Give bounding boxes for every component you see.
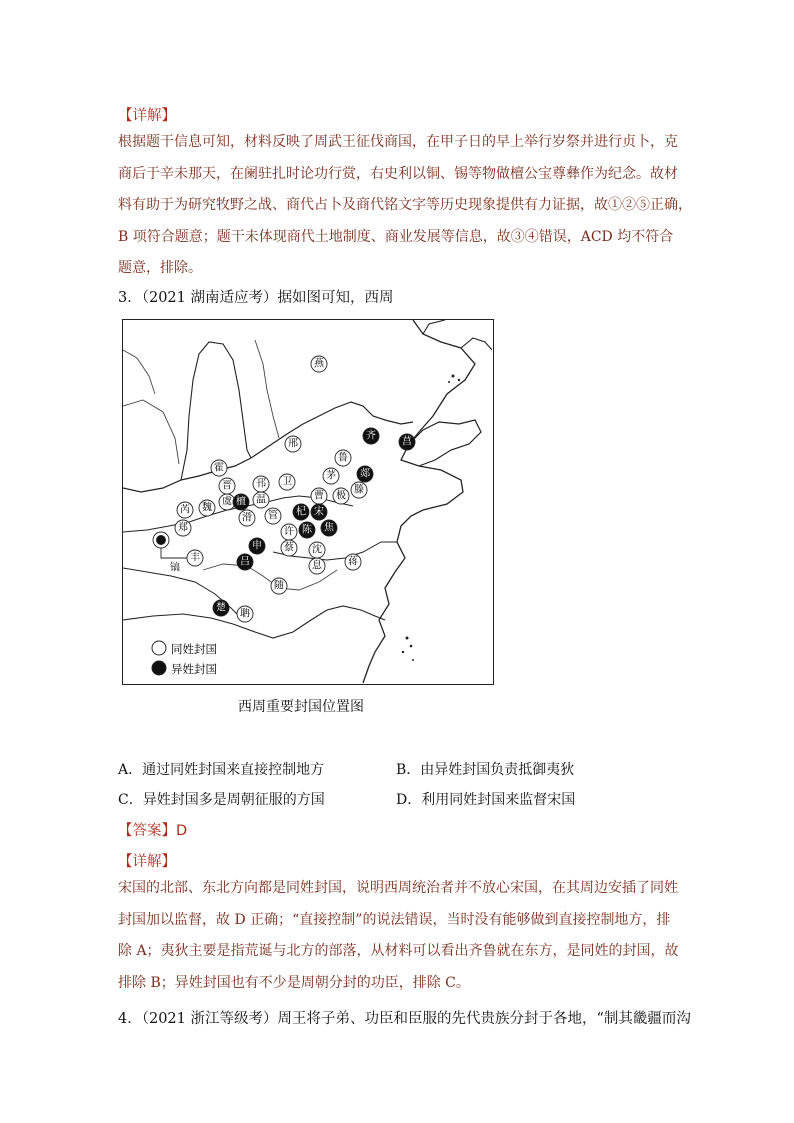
svg-text:霍: 霍 [214, 462, 224, 474]
state-marker-rui [177, 502, 193, 518]
svg-text:魏: 魏 [202, 502, 212, 514]
western-contour [123, 350, 179, 464]
svg-text:蒋: 蒋 [348, 556, 358, 568]
svg-text:许: 许 [284, 526, 294, 538]
state-marker-wei2 [199, 500, 215, 516]
state-marker-song [311, 504, 327, 520]
state-marker-xi [309, 558, 325, 574]
state-marker-wen [253, 492, 269, 508]
legend-diff-icon [152, 661, 166, 675]
svg-text:邢: 邢 [288, 438, 298, 450]
state-marker-tan [357, 466, 373, 482]
state-marker-han [253, 476, 269, 492]
svg-text:燕: 燕 [314, 358, 324, 370]
explanation-paragraph-1 [118, 127, 692, 285]
state-marker-jin [219, 478, 235, 494]
yangtze-river [123, 606, 385, 638]
map-canvas [123, 320, 492, 683]
question-4-stem: 4．（2021 浙江等级考）周王将子弟、功臣和臣服的先代贵族分封于各地，“制其畿疆而沟 [118, 1011, 691, 1027]
state-marker-xing [285, 436, 301, 452]
svg-text:芮: 芮 [180, 504, 190, 516]
state-marker-yan [311, 356, 327, 372]
svg-text:晋: 晋 [222, 480, 232, 492]
state-marker-teng [351, 482, 367, 498]
state-marker-shen2 [249, 538, 265, 554]
zhou-fiefdom-map [122, 319, 494, 685]
option-a: A．通过同姓封国来直接控制地方 [118, 762, 325, 778]
explanation-paragraph-2 [118, 873, 680, 999]
svg-text:卫: 卫 [282, 476, 292, 488]
state-marker-chen [299, 522, 315, 538]
svg-text:温: 温 [256, 494, 266, 506]
state-marker-guan [265, 508, 281, 524]
explanation-line: 排除 B；异姓封国也有不少是周朝分封的功臣，排除 C。 [118, 974, 470, 991]
svg-text:沈: 沈 [312, 544, 322, 556]
capital-marker [153, 532, 169, 548]
svg-text:虞: 虞 [222, 496, 232, 508]
capital-connector [161, 548, 187, 558]
svg-text:申: 申 [252, 540, 262, 552]
svg-text:宋: 宋 [314, 506, 324, 518]
svg-text:郯: 郯 [360, 468, 370, 480]
svg-text:齐: 齐 [366, 430, 376, 442]
svg-text:杞: 杞 [296, 506, 306, 518]
state-marker-jiang [345, 554, 361, 570]
explanation-line: 根据题干信息可知，材料反映了周武王征伐商国，在甲子日的早上举行岁祭并进行贞卜，克 [118, 134, 678, 150]
yellow-river-loop [181, 342, 251, 480]
legend-diff-label: 异姓封国 [171, 662, 217, 676]
state-marker-tan2 [233, 494, 249, 510]
svg-text:极: 极 [336, 490, 346, 502]
state-marker-hua [239, 510, 255, 526]
state-marker-ji [333, 488, 349, 504]
explanation-line: 题意，排除。 [118, 260, 202, 276]
svg-text:焦: 焦 [324, 522, 334, 534]
state-marker-xu [281, 524, 297, 540]
state-marker-huo [211, 460, 227, 476]
state-marker-lu [335, 450, 351, 466]
state-marker-cai [281, 540, 297, 556]
liaodong-coast [423, 320, 492, 350]
svg-text:莒: 莒 [402, 436, 412, 448]
svg-text:丰: 丰 [190, 552, 200, 564]
state-marker-hao [170, 561, 180, 574]
option-b: B．由异姓封国负责抵御夷狄 [396, 762, 575, 778]
state-marker-qi2 [293, 504, 309, 520]
svg-text:郑: 郑 [178, 522, 188, 534]
option-d: D．利用同姓封国来监督宋国 [396, 792, 576, 808]
svg-text:管: 管 [268, 510, 278, 522]
state-marker-chu [213, 600, 229, 616]
explanation-line: 封国加以监督，故 D 正确；“直接控制”的说法错误，当时没有能够做到直接控制地方，排 [118, 911, 671, 928]
state-marker-shen [309, 542, 325, 558]
explanation-line: B 项符合题意；题干未体现商代土地制度、商业发展等信息，故③④错误，ACD 均不符合 [118, 228, 674, 245]
svg-text:陈: 陈 [302, 524, 312, 536]
explanation-line: 宋国的北部、东北方向都是同姓封国，说明西周统治者并不放心宋国，在其周边安插了同姓 [118, 880, 678, 896]
explanation-heading-1: 【详解】 [118, 108, 176, 124]
state-marker-mao [323, 468, 339, 484]
explanation-line: 除 A；夷狄主要是指荒诞与北方的部落，从材料可以看出齐鲁就在东方，是同姓的封国，故 [118, 943, 679, 959]
svg-text:息: 息 [312, 560, 322, 572]
state-marker-wei [279, 474, 295, 490]
state-marker-feng [187, 550, 203, 566]
explanation-line: 商后于辛未那天，在阑驻扎时论功行赏，右史利以铜、锡等物做檀公宝尊彝作为纪念。故材 [118, 165, 678, 182]
state-marker-qi [363, 428, 379, 444]
shandong-peninsula [409, 420, 481, 466]
svg-text:滕: 滕 [354, 484, 364, 496]
svg-text:楚: 楚 [216, 602, 226, 614]
svg-text:鲁: 鲁 [338, 452, 348, 464]
svg-text:檀: 檀 [236, 496, 246, 508]
state-marker-dan [237, 606, 253, 622]
map-caption: 西周重要封国位置图 [238, 699, 364, 715]
svg-text:邗: 邗 [256, 478, 266, 490]
svg-text:滑: 滑 [242, 512, 252, 524]
question-3-stem: 3．（2021 湖南适应考）据如图可知，西周 [118, 290, 394, 306]
option-c: C．异姓封国多是周朝征服的方国 [118, 792, 325, 808]
answer-label: 【答案】D [118, 823, 188, 839]
svg-text:聃: 聃 [240, 608, 250, 620]
explanation-heading-2: 【详解】 [118, 854, 176, 870]
state-marker-jiao [321, 520, 337, 536]
map-legend [152, 641, 217, 676]
legend-same-icon [152, 641, 166, 655]
svg-text:蔡: 蔡 [284, 542, 294, 554]
svg-text:随: 随 [274, 580, 284, 592]
svg-text:镐: 镐 [170, 562, 180, 574]
explanation-line: 料有助于为研究牧野之战、商代占卜及商代铭文字等历史现象提供有力证据，故①②⑤正确， [118, 197, 692, 213]
coastline [363, 320, 475, 683]
taihang-contour [255, 340, 279, 438]
legend-same-label: 同姓封国 [171, 642, 217, 656]
state-marker-sui [271, 578, 287, 594]
svg-text:茅: 茅 [326, 470, 336, 482]
state-marker-ju [399, 434, 415, 450]
state-marker-cao [311, 488, 327, 504]
svg-text:曹: 曹 [314, 490, 324, 502]
state-marker-zheng [175, 520, 191, 536]
state-marker-lv [237, 554, 253, 570]
svg-text:吕: 吕 [240, 556, 250, 568]
